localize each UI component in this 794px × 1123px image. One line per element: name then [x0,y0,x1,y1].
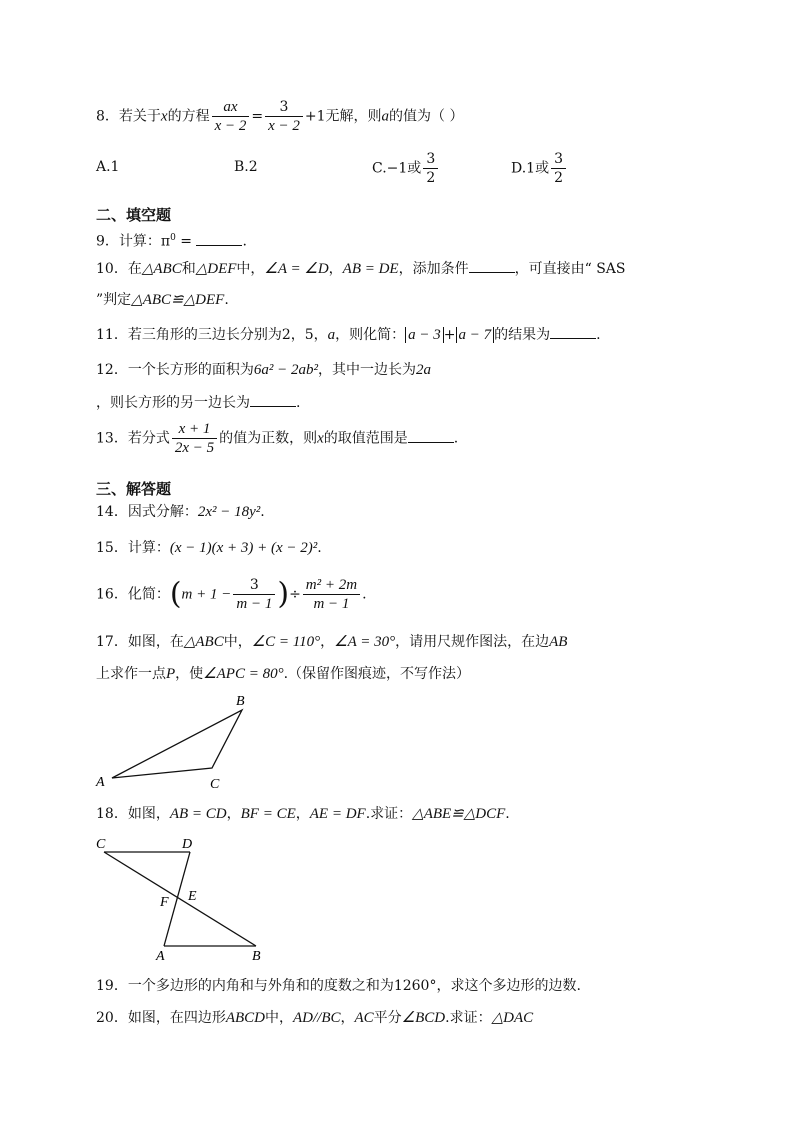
question-14: 14．因式分解：2x² − 18y². [96,504,265,520]
question-12-line1: 12．一个长方形的面积为6a² − 2ab²，其中一边长为2a [96,362,431,378]
label-a: A [96,775,105,790]
question-15: 15．计算：(x − 1)(x + 3) + (x − 2)². [96,540,322,556]
label-f: F [160,895,169,910]
question-12-line2: ，则长方形的另一边长为 . [96,392,300,413]
question-17-line1: 17．如图，在△ABC中，∠C = 110°，∠A = 30°，请用尺规作图法，在边AB [96,634,568,650]
question-9: 9．计算：$\pi^0$ = . [96,228,247,252]
q8-rhs-tail: +1无解，则 [304,108,382,125]
q13-fraction: $\frac{x + 1}{2x - 5}$ [172,420,217,457]
q18-figure [90,832,270,964]
q16-fraction-2: $\frac{\text{m² + 2m}}{m - 1}$ [303,576,360,613]
q8-option-b: B.2 [234,159,258,175]
question-10-line2: ”判定△ABC≌△DEF. [96,292,229,308]
question-16: 16．化简：(m + 1 − $\frac{3}{m - 1}$ )÷ $\frac{\text{m² + 2m}}{m - 1}$ . [96,576,367,612]
question-17-line2: 上求作一点P，使∠APC = 80°.（保留作图痕迹，不写作法） [96,666,471,682]
q10-answer-blank[interactable] [469,258,515,273]
triangle-abc [112,710,242,778]
question-11: 11．若三角形的三边长分别为2，5，a，则化简： a − 3 + a − 7 的结果为 . [96,324,601,345]
q8-text: 的方程 [167,108,210,125]
q17-triangle-figure [90,690,270,795]
q8-var-a: a [381,108,390,125]
q8-option-a: A.1 [96,159,120,175]
label-c: C [210,777,220,792]
q8-number: 8．若关于 [96,108,161,125]
question-19: 19．一个多边形的内角和与外角和的度数之和为1260°，求这个多边形的边数. [96,978,581,994]
segment-cb [104,852,256,946]
q8-rhs-fraction: $\frac{3}{x - 2}$ [265,98,303,135]
label-b: B [252,949,261,964]
q8-equals: = [251,108,264,125]
q8-option-d: D.1或 $\frac{3}{2}$ [511,150,568,187]
label-e: E [188,889,197,904]
q16-fraction-1: $\frac{3}{m - 1}$ [233,576,275,613]
label-a: A [156,949,165,964]
question-20: 20．如图，在四边形ABCD中，AD//BC，AC平分∠BCD.求证：△DAC [96,1010,534,1026]
question-13: 13．若分式 $\frac{x + 1}{2x - 5}$ 的值为正数，则x的取值范围是 . [96,421,459,456]
q9-answer-blank[interactable] [196,231,242,246]
label-d: D [182,837,193,852]
section-title-solutions: 三、解答题 [96,480,172,498]
section-title-fill-in: 二、填空题 [96,206,172,224]
question-18: 18．如图，AB = CD，BF = CE，AE = DF.求证：△ABE≌△DCF. [96,806,510,822]
q8-var-x: x [160,108,168,125]
question-8 [96,98,463,135]
label-c: C [96,837,106,852]
label-b: B [236,694,245,709]
q8-option-c: C.−1或 $\frac{3}{2}$ [372,150,440,187]
q13-answer-blank[interactable] [408,428,454,443]
q8-lhs-fraction: $\frac{ax}{x - 2}$ [212,98,250,135]
q12-answer-blank[interactable] [250,392,296,407]
q8-tail: 的值为（ ） [389,108,464,125]
q11-answer-blank[interactable] [550,324,596,339]
question-10-line1: 10．在△ABC和△DEF中，∠A = ∠D，AB = DE，添加条件 ，可直接由“ SAS [96,258,626,279]
